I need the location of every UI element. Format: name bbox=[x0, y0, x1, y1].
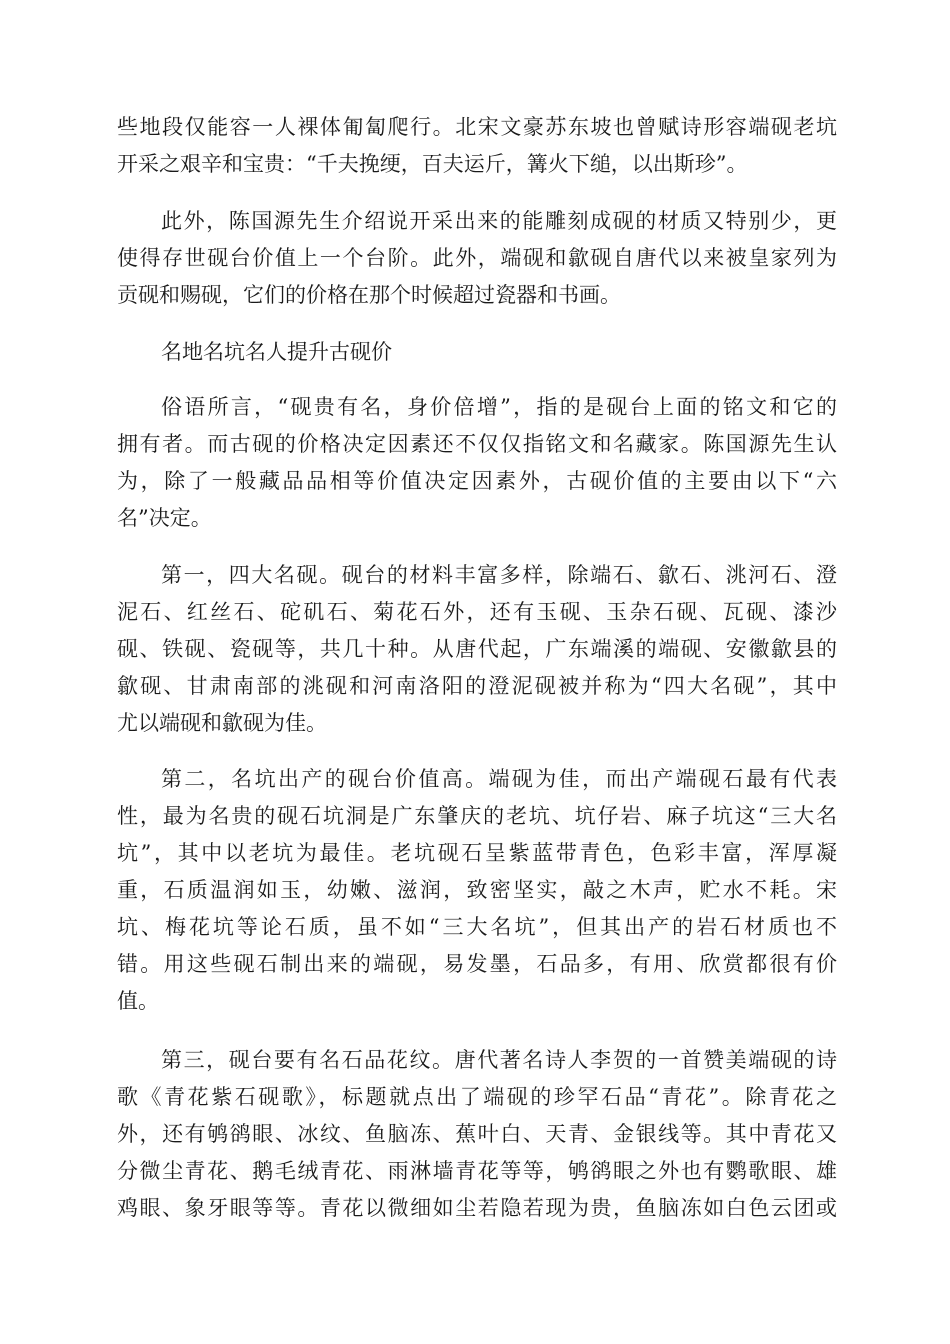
text-line: 第三，砚台要有名石品花纹。唐代著名诗人李贺的一首赞美端砚的诗 bbox=[161, 1048, 837, 1072]
text-line: 泥石、红丝石、砣矶石、菊花石外，还有玉砚、玉杂石砚、瓦砚、漆沙 bbox=[117, 600, 837, 624]
text-line: 俗语所言，“砚贵有名，身价倍增”，指的是砚台上面的铭文和它的 bbox=[161, 395, 837, 419]
text-line: 歙砚、甘肃南部的洮砚和河南洛阳的澄泥砚被并称为“四大名砚”，其中 bbox=[117, 674, 837, 698]
paragraph-6 bbox=[117, 761, 837, 1020]
text-line: 为，除了一般藏品品相等价值决定因素外，古砚价值的主要由以下“六 bbox=[117, 469, 837, 493]
paragraph-7 bbox=[117, 1042, 837, 1227]
text-line: 性，最为名贵的砚石坑洞是广东肇庆的老坑、坑仔岩、麻子坑这“三大名 bbox=[117, 804, 837, 828]
text-line: 错。用这些砚石制出来的端砚，易发墨，石品多，有用、欣赏都很有价 bbox=[117, 952, 837, 976]
heading-text: 名地名坑名人提升古砚价 bbox=[161, 340, 392, 364]
text-line: 第二，名坑出产的砚台价值高。端砚为佳，而出产端砚石最有代表 bbox=[161, 767, 837, 791]
text-line: 使得存世砚台价值上一个台阶。此外，端砚和歙砚自唐代以来被皇家列为 bbox=[117, 246, 837, 270]
text-line: 重，石质温润如玉，幼嫩、滋润，致密坚实，敲之木声，贮水不耗。宋 bbox=[117, 878, 837, 902]
paragraph-1 bbox=[117, 109, 837, 183]
text-line: 坑、梅花坑等论石质，虽不如“三大名坑”，但其出产的岩石材质也不 bbox=[117, 915, 837, 939]
text-line: 此外，陈国源先生介绍说开采出来的能雕刻成砚的材质又特别少，更 bbox=[161, 209, 837, 233]
text-line: 些地段仅能容一人裸体匍匐爬行。北宋文豪苏东坡也曾赋诗形容端砚老坑 bbox=[117, 115, 837, 139]
text-line: 坑”，其中以老坑为最佳。老坑砚石呈紫蓝带青色，色彩丰富，浑厚凝 bbox=[117, 841, 837, 865]
text-line: 鸡眼、象牙眼等等。青花以微细如尘若隐若现为贵，鱼脑冻如白色云团或 bbox=[117, 1196, 837, 1220]
text-line: 尤以端砚和歙砚为佳。 bbox=[117, 711, 327, 735]
text-line: 第一，四大名砚。砚台的材料丰富多样，除端石、歙石、洮河石、澄 bbox=[161, 563, 837, 587]
text-line: 值。 bbox=[117, 989, 159, 1013]
text-line: 分微尘青花、鹅毛绒青花、雨淋墙青花等等，鸲鹆眼之外也有鹦歌眼、雄 bbox=[117, 1159, 837, 1183]
text-line: 外，还有鸲鹆眼、冰纹、鱼脑冻、蕉叶白、天青、金银线等。其中青花又 bbox=[117, 1122, 837, 1146]
text-line: 砚、铁砚、瓷砚等，共几十种。从唐代起，广东端溪的端砚、安徽歙县的 bbox=[117, 637, 837, 661]
text-line: 歌《青花紫石砚歌》，标题就点出了端砚的珍罕石品“青花”。除青花之 bbox=[117, 1085, 837, 1109]
paragraph-2 bbox=[117, 203, 837, 314]
section-heading bbox=[117, 334, 837, 371]
text-line: 名”决定。 bbox=[117, 506, 212, 530]
text-line: 贡砚和赐砚，它们的价格在那个时候超过瓷器和书画。 bbox=[117, 283, 621, 307]
text-line: 拥有者。而古砚的价格决定因素还不仅仅指铭文和名藏家。陈国源先生认 bbox=[117, 432, 837, 456]
paragraph-4 bbox=[117, 389, 837, 537]
text-line: 开采之艰辛和宝贵：“千夫挽绠，百夫运斤，篝火下缒，以出斯珍”。 bbox=[117, 152, 748, 176]
paragraph-5 bbox=[117, 557, 837, 742]
